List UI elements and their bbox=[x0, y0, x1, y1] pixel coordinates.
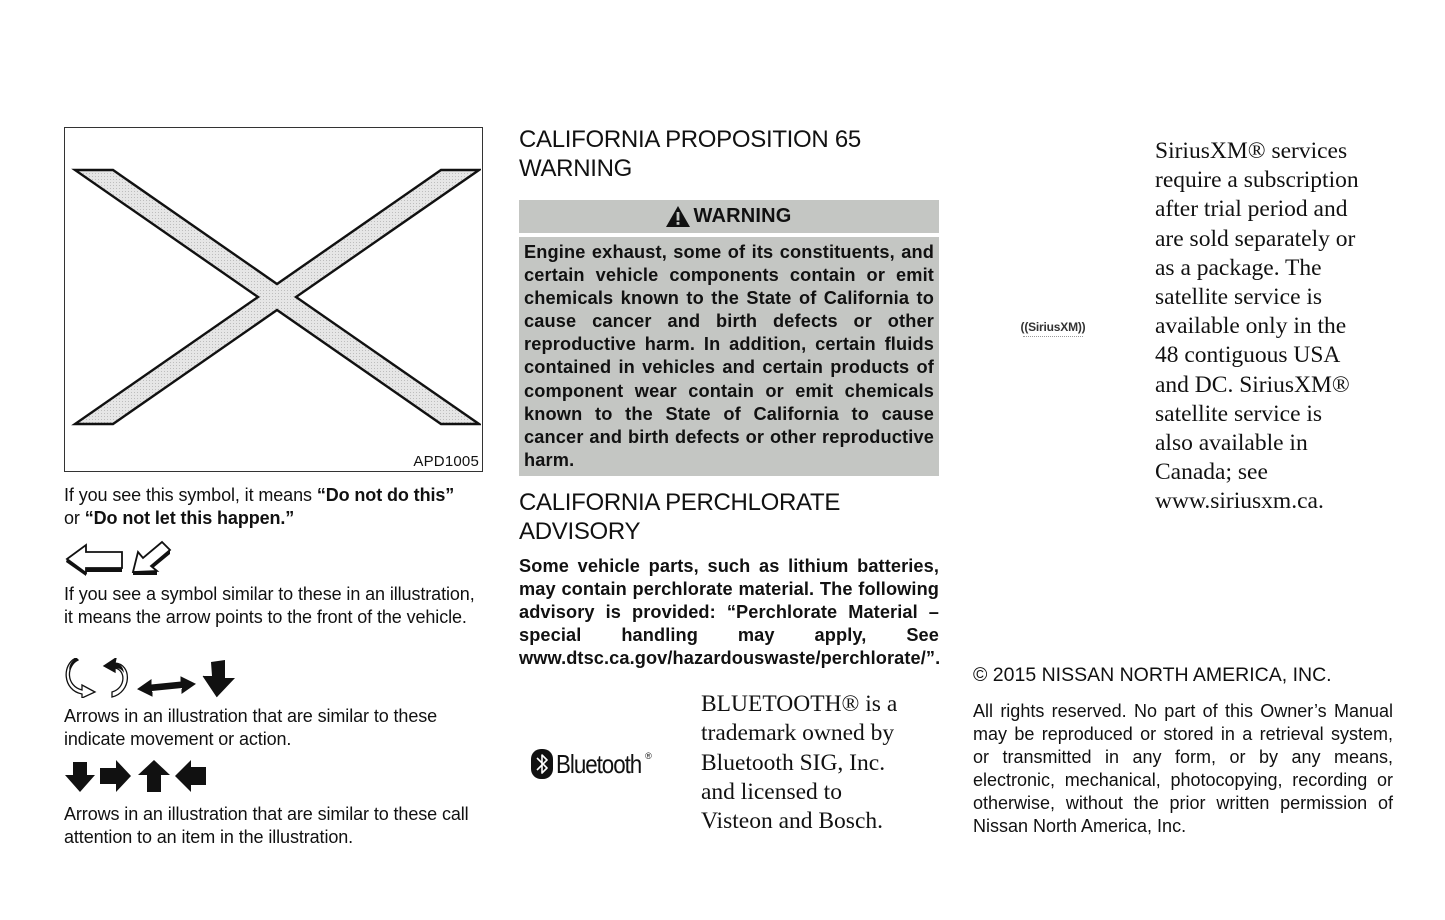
bent-down-arrow-icon bbox=[201, 660, 237, 698]
warning-label: WARNING bbox=[693, 205, 792, 227]
rights-reserved-text: All rights reserved. No part of this Owner’s Manual may be reproduced or stored in a retrieval system, or transmitted in any form, or by any means, electronic, mechanical, photocopying, recording or otherwise, without the prior written permission of Nissan North America, Inc. bbox=[973, 701, 1393, 836]
caption-emphasis-1: “Do not do this” bbox=[316, 485, 455, 505]
prohibition-caption: If you see this symbol, it means “Do not do this” or “Do not let this happen.” bbox=[64, 485, 455, 528]
bluetooth-wordmark: Bluetooth bbox=[556, 748, 642, 779]
bluetooth-registered-mark: ® bbox=[645, 751, 652, 761]
x-prohibition-icon bbox=[65, 128, 481, 470]
solid-up-arrow-icon bbox=[137, 760, 171, 792]
warning-triangle-icon bbox=[666, 206, 690, 227]
outline-left-arrow-icon bbox=[64, 542, 126, 576]
double-headed-arrow-icon bbox=[137, 676, 197, 698]
perchlorate-title-line2: ADVISORY bbox=[519, 518, 641, 545]
prop65-title-line2: WARNING bbox=[519, 155, 633, 182]
curved-arrow-counterclockwise-icon bbox=[102, 658, 132, 698]
curved-arrow-clockwise-icon bbox=[64, 658, 98, 698]
prop65-heading bbox=[519, 125, 939, 183]
perchlorate-advisory: Some vehicle parts, such as lithium batteries, may contain perchlorate material. The following advisory is provided: “Perchlorate Material – special handling may apply, See www.dtsc.ca.gov/hazardouswaste/perchlorate/”. bbox=[519, 556, 941, 668]
movement-arrows-text: Arrows in an illustration that are similar to these indicate movement or action. bbox=[64, 706, 438, 749]
copyright-notice: © 2015 NISSAN NORTH AMERICA, INC. bbox=[973, 664, 1332, 686]
solid-right-arrow-icon bbox=[100, 760, 132, 792]
movement-arrows-row bbox=[64, 658, 364, 702]
prohibition-figure bbox=[64, 127, 483, 472]
perchlorate-title-line1: CALIFORNIA PERCHLORATE bbox=[519, 489, 841, 516]
attention-arrows-text: Arrows in an illustration that are similar to these call attention to an item in the illustration. bbox=[64, 804, 469, 847]
siriusxm-tagline-line bbox=[1023, 336, 1083, 339]
caption-emphasis-2: “Do not let this happen.” bbox=[84, 508, 295, 528]
outline-down-left-arrow-icon bbox=[130, 538, 174, 576]
bluetooth-icon bbox=[531, 749, 553, 779]
prop65-title-line1: CALIFORNIA PROPOSITION 65 bbox=[519, 126, 861, 153]
warning-body: Engine exhaust, some of its constituents, and certain vehicle components contain or emit chemicals known to the State of California to cause cancer and birth defects or other reproductive harm. In addition, certain fluids contained in vehicles and certain products of component wear contain or emit chemicals known to the State of California to cause cancer and birth defects or other reproductive harm. bbox=[519, 237, 939, 476]
siriusxm-text: SiriusXM® services require a subscription after trial period and are sold separately or as a package. The satellite service is available only in the 48 contiguous USA and DC. SiriusXM® satellite service is also available in Canada; see www.siriusxm.ca. bbox=[1155, 138, 1359, 515]
solid-down-arrow-icon bbox=[64, 762, 96, 792]
siriusxm-wordmark: ((SiriusXM)) bbox=[1020, 319, 1086, 334]
bluetooth-logo bbox=[531, 747, 652, 781]
attention-arrows-row bbox=[64, 760, 364, 796]
front-arrows-text: If you see a symbol similar to these in an illustration, it means the arrow points to the front of the vehicle. bbox=[64, 584, 475, 627]
front-arrows-row bbox=[64, 538, 214, 578]
perchlorate-heading bbox=[519, 488, 939, 546]
siriusxm-logo bbox=[988, 315, 1118, 343]
bluetooth-trademark-text: BLUETOOTH® is a trademark owned by Bluetooth SIG, Inc. and licensed to Visteon and Bosch. bbox=[701, 691, 898, 835]
figure-code: APD1005 bbox=[413, 453, 479, 470]
solid-left-arrow-icon bbox=[175, 760, 207, 792]
warning-header bbox=[519, 200, 939, 233]
